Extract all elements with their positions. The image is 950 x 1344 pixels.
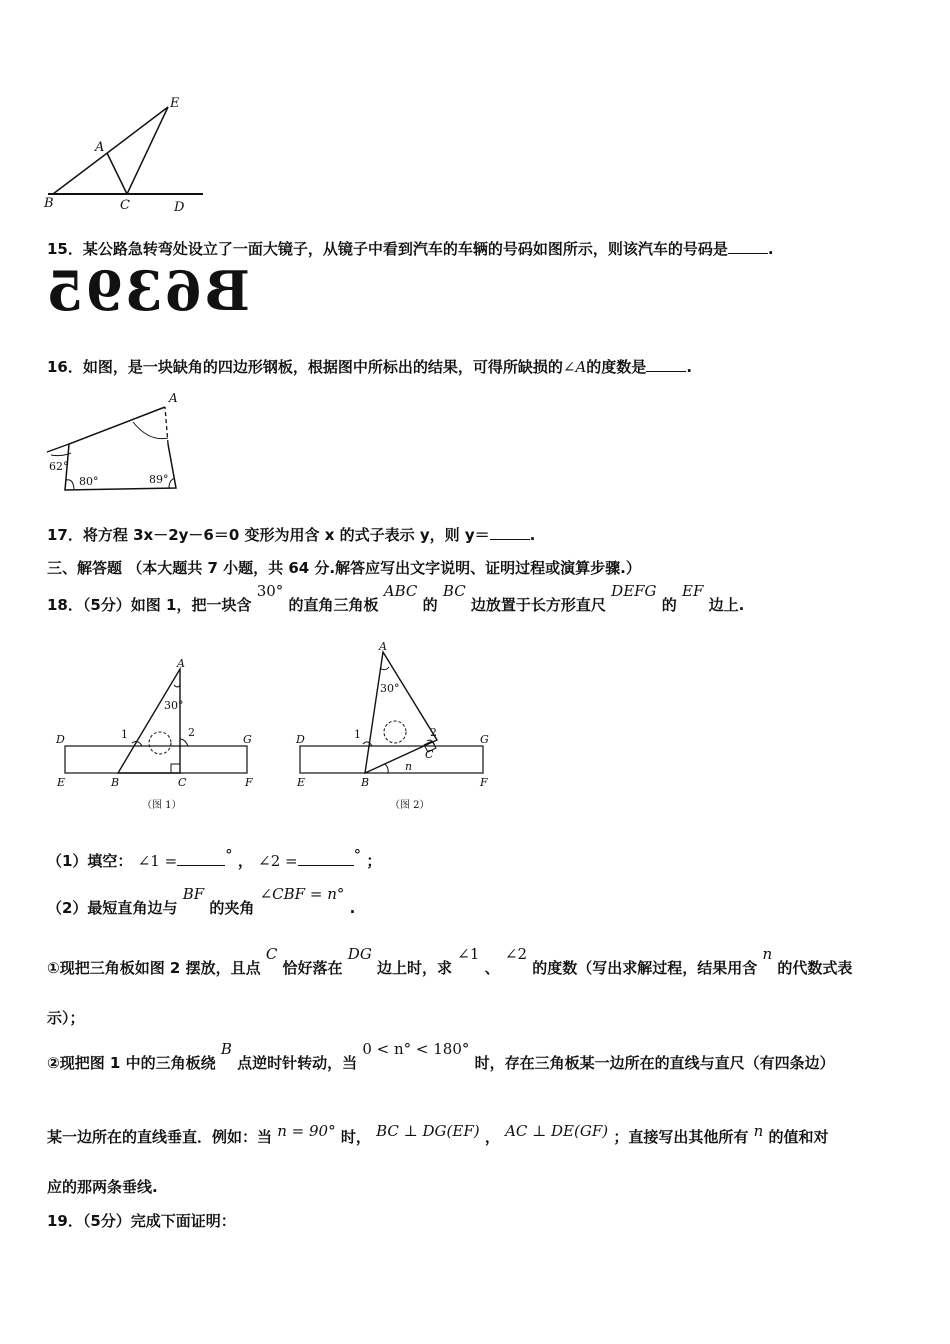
fig2-label-b: B [361,776,370,789]
figure-1 [50,655,265,815]
fig2-caption: （图 2） [390,800,430,811]
fig16-label-a: A [169,391,178,405]
q16-text: 16．如图，是一块缺角的四边形钢板，根据图中所标出的结果，可得所缺损的∠A的度数是 . [47,358,693,376]
q18-subpart-a-cont: 示）； [47,1009,85,1027]
q15-text: 15．某公路急转弯处设立了一面大镜子，从镜子中看到汽车的车辆的号码如图所示，则该汽车的号码是 . [47,240,774,258]
q18-subpart-a: ①现把三角板如图 2 摆放，且点 C 恰好落在 DG 边上时，求 ∠1 、 ∠2 的度数（写出求解过程，结果用含 n 的代数式表 [47,945,853,977]
fig2-label-f: F [480,776,488,789]
figure-q14 [40,95,220,220]
fig2-label-1: 1 [354,728,361,741]
q18-subpart-b-line3: 应的那两条垂线. [47,1178,158,1196]
fig1-label-e: E [57,776,66,789]
q17-text: 17．将方程 3x－2y－6＝0 变形为用含 x 的式子表示 y，则 y＝ . [47,526,536,544]
fig14-label-d: D [174,200,185,215]
fig2-label-e: E [297,776,306,789]
fig1-label-c: C [178,776,187,789]
fig1-label-d: D [56,733,65,746]
fig2-label-a: A [379,640,387,653]
fig16-angle-89: 89° [149,473,169,486]
fig1-label-a: A [177,657,185,670]
fig2-angle-30: 30° [380,682,400,695]
section-3-header: 三、解答题 （本大题共 7 小题，共 64 分.解答应写出文字说明、证明过程或演算步骤.） [47,559,641,577]
fig1-caption: （图 1） [142,800,182,811]
fig1-label-f: F [245,776,253,789]
fig14-label-c: C [120,198,130,213]
q18-part2: （2）最短直角边与 BF 的夹角 ∠CBF = n° . [47,885,356,917]
figure-q16 [45,390,190,500]
fig1-angle-30: 30° [164,699,184,712]
fig14-label-e: E [170,96,180,111]
fig2-label-2: 2 [430,726,437,739]
fig1-label-b: B [111,776,120,789]
fig14-label-b: B [44,196,54,211]
fig16-angle-62: 62° [49,460,69,473]
fig1-label-1: 1 [121,728,128,741]
fig2-label-d: D [296,733,305,746]
fig14-label-a: A [95,140,105,155]
fig16-angle-80: 80° [79,475,99,488]
fig1-label-g: G [243,733,252,746]
q19-text: 19．（5分）完成下面证明： [47,1212,236,1230]
fig1-label-2: 2 [188,726,195,739]
fig2-label-g: G [480,733,489,746]
q18-subpart-b: ②现把图 1 中的三角板绕 B 点逆时针转动，当 0 < n° < 180° 时，存在三角板某一边所在的直线与直尺（有四条边） [47,1040,835,1072]
figure-2 [292,640,507,815]
fig2-label-n: n [405,760,413,773]
fig2-label-c: C [425,748,434,761]
mirrored-plate-image: B6395 [44,259,250,323]
q18-statement: 18．（5分）如图 1，把一块含 30° 的直角三角板 ABC 的 BC 边放置于长方形直尺 DEFG 的 EF 边上. [47,582,745,614]
q18-part1: （1）填空： ∠1 = ° ， ∠2 = ° ； [47,846,382,870]
q18-subpart-b-line2: 某一边所在的直线垂直．例如：当 n = 90° 时， BC ⊥ DG(EF) ， AC ⊥ DE(GF) ；直接写出其他所有 n 的值和对 [47,1122,829,1146]
